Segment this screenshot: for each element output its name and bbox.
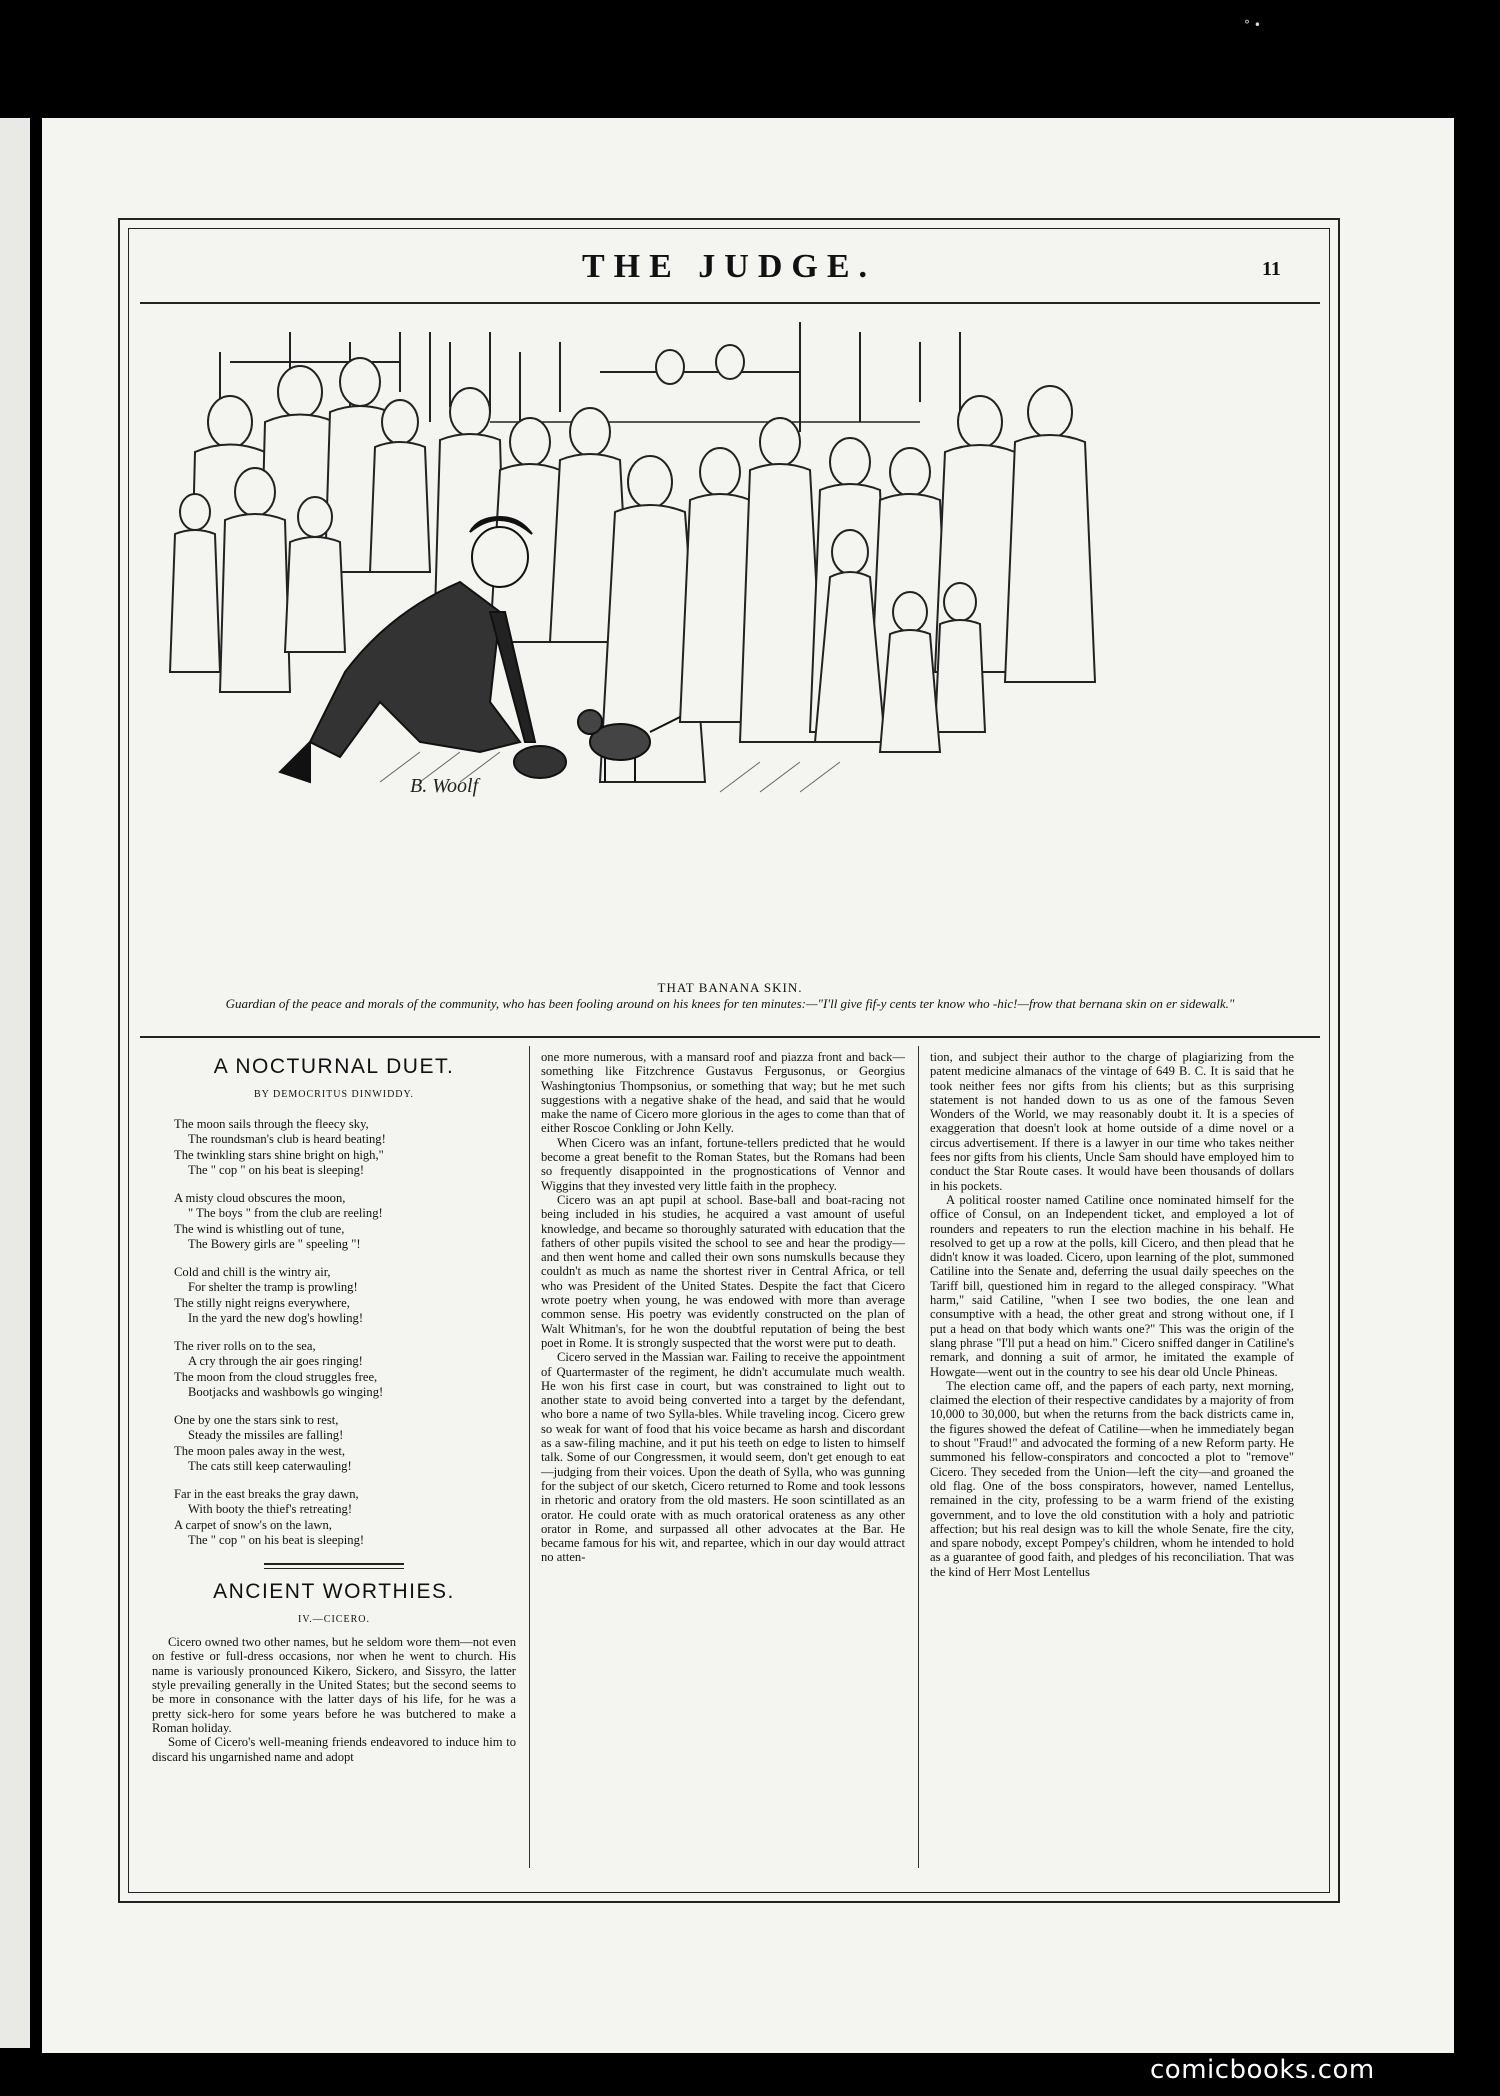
article-paragraph: Cicero served in the Massian war. Failing to receive the appointment of Quartermaster of the regiment, he didn't accumulate much wealth. He won his first case in court, but was constrained to light out to another state to avoid being converted into a target by the defendant, who bore a name of two Sylla-bles. While traveling incog. Cicero grew so weak for want of food that his voice became as harsh and discordant as a saw-filing machine, and it put his teeth on edge to listen to himself talk. Some of our Congressmen, it would seem, don't get enough to eat—judging from their voices. Upon the death of Sylla, who was gunning for the subject of our sketch, Cicero returned to Rome and took lessons in rhetoric and oratory from the old masters. He soon scintillated as an orator. He could orate with as much oratorical orateness as any other orator in Rome, and surpassed all other advocates at the Bar. He became famous for his wit, and repartee, which in our day would attract no atten- xyxy=(541,1350,905,1565)
poem-line: A misty cloud obscures the moon, xyxy=(174,1190,346,1205)
illustration-title: THAT BANANA SKIN. xyxy=(657,980,803,995)
article-subhead: IV.—CICERO. xyxy=(298,1613,370,1625)
corner-mark: ° • xyxy=(1244,18,1261,32)
column-2 xyxy=(541,1050,905,1565)
poem-stanza xyxy=(174,1191,516,1253)
poem-line: The " cop " on his beat is sleeping! xyxy=(188,1533,365,1548)
article-paragraph: When Cicero was an infant, fortune-tellers predicted that he would become a great benefit to the Roman States, but the Romans had been so frequently disappointed in the prognostications of Vennor and Wiggins that they invested very little faith in the prophecy. xyxy=(541,1135,905,1193)
poem-heading: A NOCTURNAL DUET. xyxy=(213,1055,455,1078)
poem-line: The wind is whistling out of tune, xyxy=(174,1221,345,1236)
poem-line: For shelter the tramp is prowling! xyxy=(188,1280,358,1295)
adjacent-page-edge xyxy=(0,118,30,2048)
poem-stanza xyxy=(174,1487,516,1549)
column-3 xyxy=(930,1050,1294,1579)
poem-stanza xyxy=(174,1117,516,1179)
poem-line: The " cop " on his beat is sleeping! xyxy=(188,1163,365,1178)
poem-byline: BY DEMOCRITUS DINWIDDY. xyxy=(254,1089,414,1101)
poem-line: The river rolls on to the sea, xyxy=(174,1338,316,1353)
site-watermark: comicbooks.com xyxy=(1150,2055,1375,2085)
poem-line: A carpet of snow's on the lawn, xyxy=(174,1517,332,1532)
article-paragraph: Cicero was an apt pupil at school. Base-ball and boat-racing not being included in his studies, he acquired a vast amount of useful knowledge, and became so thoroughly saturated with education that the fathers of other pupils visited the school to see and hear the prodigy—and then went home and called their own sons numskulls because they couldn't as much as name the shortest river in Central Africa, or tell who was President of the United States. Despite the fact that Cicero wrote poetry when young, he was endowed with more than average common sense. His poetry was evidently constructed on the plan of Walt Whitman's, for he won the doubtful reputation of being the best poet in Rome. It is strongly suspected that the worst were put to death. xyxy=(541,1192,905,1350)
poem-line: Steady the missiles are falling! xyxy=(188,1428,344,1443)
poem-line: The twinkling stars shine bright on high," xyxy=(174,1147,384,1162)
article-paragraph: Cicero owned two other names, but he seldom wore them—not even on festive or full-dress occasions, nor when he went to church. His name is variously pronounced Kikero, Sickero, and Sissyro, the latter style prevailing generally in the United States; but the second seems to be more in consonance with the latter days of his life, for he was a pretty sick-hero for some years before he was butchered to make a Roman holiday. xyxy=(152,1635,516,1735)
column-divider-2 xyxy=(918,1046,919,1868)
poem-line: " The boys " from the club are reeling! xyxy=(188,1206,383,1221)
poem-line: Cold and chill is the wintry air, xyxy=(174,1264,331,1279)
poem-line: Far in the east breaks the gray dawn, xyxy=(174,1486,359,1501)
poem-line: With booty the thief's retreating! xyxy=(188,1502,353,1517)
poem-line: A cry through the air goes ringing! xyxy=(188,1354,363,1369)
poem-stanza xyxy=(174,1413,516,1475)
article-paragraph: tion, and subject their author to the charge of plagiarizing from the patent medicine almanacs of the vintage of 649 B. C. It is said that he took neither fees nor gifts from his clients; but as this surprising statement is not handed down to us as one of the famous Seven Wonders of the World, we may reasonably doubt it. It is a species of exaggeration that doesn't look at home outside of a dime novel or a circus advertisement. If there is a lawyer in our time who takes neither fees nor gifts from his clients, Uncle Sam should have employed him to conduct the Star Route cases. It would have been thousands of dollars in his pockets. xyxy=(930,1050,1294,1193)
poem-stanza xyxy=(174,1265,516,1327)
article-paragraph: one more numerous, with a mansard roof and piazza front and back—something like Fitzchrence Gustavus Fergusonus, or Georgius Washingtonius Thompsonius, or something that way; but he met such suggestions with a negative shake of the head, and said that he would make the name of Cicero more glorious in the ages to come than that of either Roscoe Conkling or John Kelly. xyxy=(541,1050,905,1136)
masthead-title: THE JUDGE. xyxy=(581,248,877,285)
illustration-caption: Guardian of the peace and morals of the community, who has been fooling around on his knees for ten minutes:—"I'll give fif-y cents ter know who -hic!—frow that bernana skin on er sidewalk." xyxy=(225,996,1235,1011)
column-divider-1 xyxy=(529,1046,530,1868)
illustration-banana-skin xyxy=(160,312,1300,972)
masthead-rule xyxy=(140,302,1320,304)
section-rule xyxy=(140,1036,1320,1038)
poem-line: The Bowery girls are " speeling "! xyxy=(188,1237,361,1252)
poem-line: Bootjacks and washbowls go winging! xyxy=(188,1385,384,1400)
column-1 xyxy=(152,1050,516,1764)
article-paragraph: Some of Cicero's well-meaning friends endeavored to induce him to discard his ungarnished name and adopt xyxy=(152,1735,516,1764)
section-double-rule xyxy=(264,1563,404,1569)
poem-stanza xyxy=(174,1339,516,1401)
poem-line: The moon pales away in the west, xyxy=(174,1443,346,1458)
poem-line: The cats still keep caterwauling! xyxy=(188,1459,352,1474)
illustration-signature: B. Woolf xyxy=(410,775,479,797)
poem-line: The moon sails through the fleecy sky, xyxy=(174,1116,369,1131)
poem-line: The stilly night reigns everywhere, xyxy=(174,1295,350,1310)
article-paragraph: The election came off, and the papers of each party, next morning, claimed the election of their respective candidates by a majority of from 10,000 to 30,000, but when the returns from the back districts came in, the figures showed the defeat of Catiline—when he immediately began to shout "Fraud!" and advocated the forming of a new Reform party. He summoned his fellow-conspirators and concocted a plot to "remove" Cicero. They seceded from the Union—left the city—and groaned the old flag. One of the boss conspirators, however, named Lentellus, remained in the city, professing to be a warm friend of the existing government, and to love the old constitution with a holy and patriotic affection; but his real design was to kill the whole Senate, fire the city, and spare nobody, except Pompey's children, whom he intended to hold as a guarantee of good faith, and pledges of his reconciliation. That was the kind of Herr Most Lentellus xyxy=(930,1378,1294,1579)
poem-line: In the yard the new dog's howling! xyxy=(188,1311,364,1326)
page-number: 11 xyxy=(1262,258,1281,280)
poem-line: The roundsman's club is heard beating! xyxy=(188,1132,386,1147)
poem-line: The moon from the cloud struggles free, xyxy=(174,1369,378,1384)
poem-line: One by one the stars sink to rest, xyxy=(174,1412,339,1427)
poem-stanzas xyxy=(152,1117,516,1549)
article-heading: ANCIENT WORTHIES. xyxy=(213,1579,455,1603)
article-paragraph: A political rooster named Catiline once nominated himself for the office of Consul, on an Independent ticket, and employed a lot of rounders and repeaters to run the election machine in his behalf. He resolved to get up a row at the polls, kill Cicero, and then plead that he didn't know it was loaded. Cicero, upon learning of the plot, summoned Catiline into the Senate and, deferring the usual daily speeches on the Tariff bill, questioned him in regard to the alleged conspiracy. "What harm," said Catiline, "when I see two bodies, the one lean and consumptive with a head, the other great and strong without one, if I put a head on that body which wants one?" This was the origin of the slang phrase "I'll put a head on him." Cicero sniffed danger in Catiline's remark, and donning a suit of armor, he imitated the example of Howgate—went out in the country to see his dear old Uncle Phineas. xyxy=(930,1192,1294,1379)
